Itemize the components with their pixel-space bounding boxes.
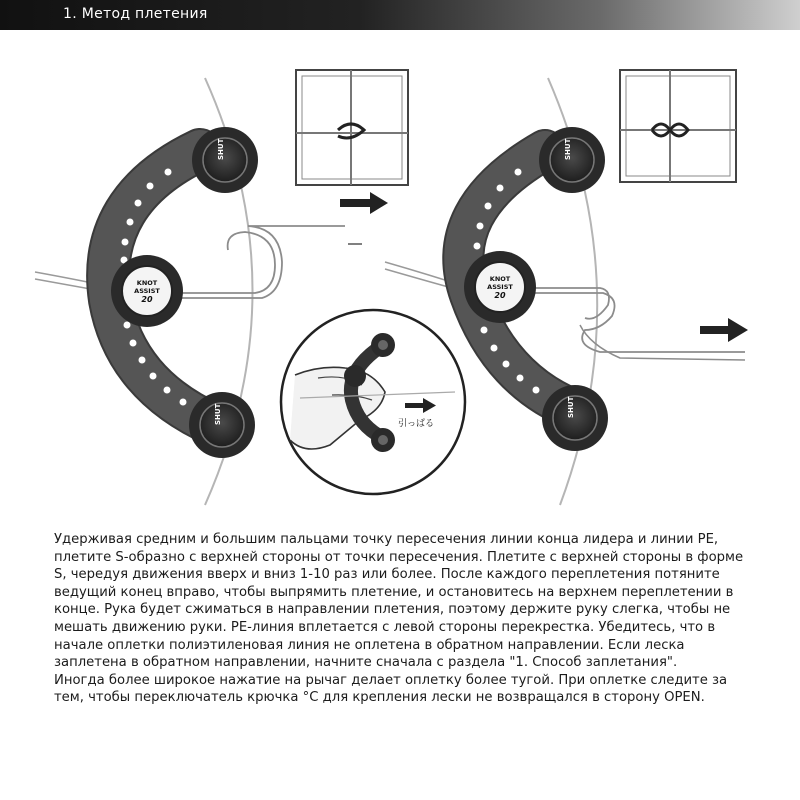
pull-label: 引っぱる [398, 419, 435, 429]
right-arrow-icon [340, 192, 388, 214]
knot-label-line2: ASSIST [487, 283, 513, 291]
shut-label: SHUT [214, 403, 222, 425]
section-header-bar [0, 0, 800, 30]
hand-detail-inset [281, 310, 465, 494]
braiding-illustration [0, 40, 800, 510]
knot-label-line1: KNOT [136, 279, 158, 287]
instructions-paragraph-1: Удерживая средним и большим пальцами точку пересечения линии конца лидера и линии PE, плетите S-образно с верхней стороны от точки пересечения. Плетите с верхней стороны в форме S, чередуя движения вверх и вниз 1-10 раз или более. После каждого переплетения потяните ведущий конец вправо, чтобы выпрямить плетение, и остановитесь на верхнем переплетении в конце. Рука будет сжиматься в направлении плетения, поэтому держите руку слегка, чтобы не мешать движению руки. PE-линия вплетается с левой стороны перекрестка. Убедитесь, что в начале оплетки полиэтиленовая линия не оплетена в обратном направлении. Если леска заплетена в обратном направлении, начните сначала с раздела "1. Способ заплетания". [54, 532, 744, 671]
knot-label-number: 20 [494, 291, 506, 300]
left-inset-diagram [296, 70, 408, 185]
shut-label: SHUT [217, 138, 225, 160]
knot-label-line2: ASSIST [134, 287, 160, 295]
shut-label: SHUT [567, 396, 575, 418]
knot-label-number: 20 [141, 295, 153, 304]
section-title: 1. Метод плетения [63, 6, 208, 22]
shut-label: SHUT [564, 138, 572, 160]
right-arrow-icon [700, 318, 748, 342]
instructions-paragraph-2: Иногда более широкое нажатие на рычаг делает оплетку более тугой. При оплетке следите за тем, чтобы переключатель крючка °C для крепления лески не возвращался в сторону OPEN. [54, 672, 728, 706]
knot-label-line1: KNOT [489, 275, 511, 283]
right-inset-diagram [620, 70, 736, 182]
instructions-text [54, 531, 754, 707]
